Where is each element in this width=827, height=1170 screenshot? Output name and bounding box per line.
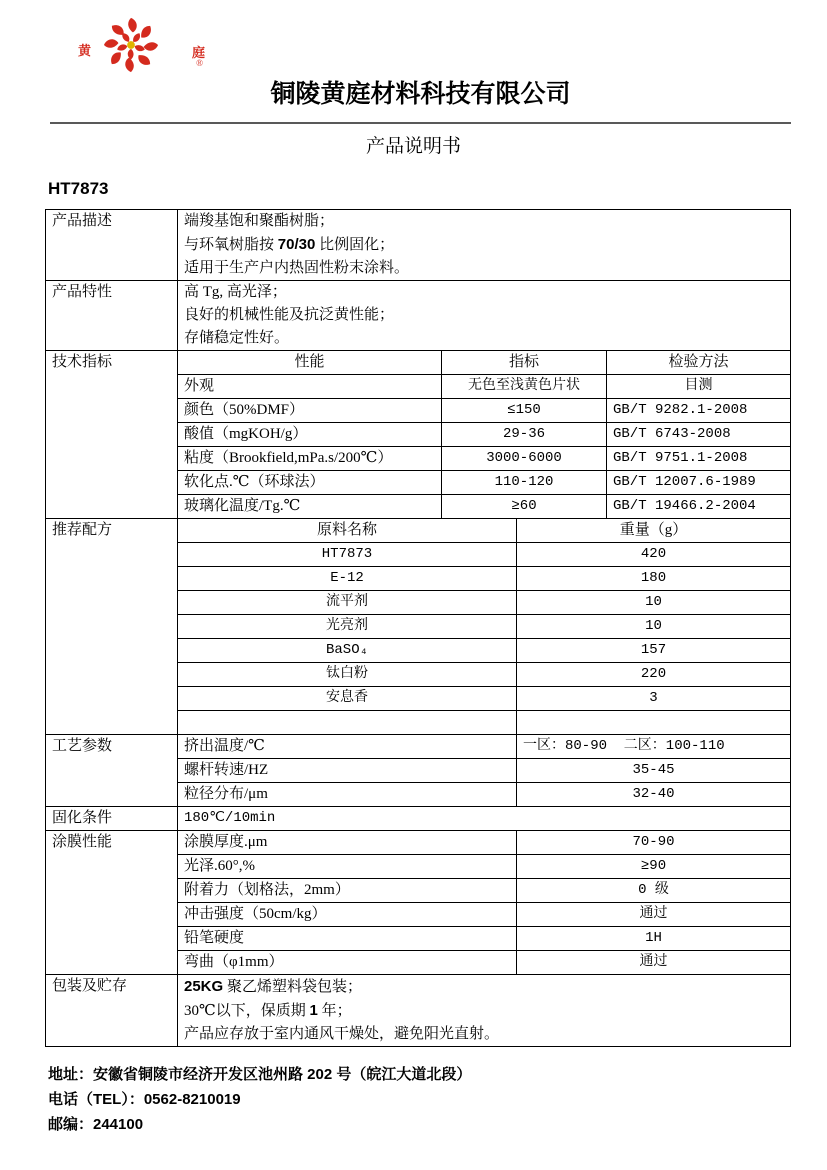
film-name-cell: 铅笔硬度	[184, 930, 245, 946]
film-value-cell: 0 级	[516, 879, 790, 902]
logo-left-char: 黄	[78, 43, 92, 58]
spec-table	[45, 209, 791, 1047]
tech-spec-row	[178, 422, 790, 446]
tech-spec-row	[178, 494, 790, 518]
feature-line: 高 Tg, 高光泽；	[184, 284, 287, 300]
formula-row	[178, 590, 790, 614]
param-value-cell: 一区：80-90 二区：100-110	[516, 735, 790, 758]
property-cell: 软化点.℃（环球法）	[184, 474, 325, 490]
method-cell: 目测	[606, 375, 790, 398]
postal-code-line: 邮编：244100	[48, 1116, 144, 1133]
technical-specs-label: 技术指标	[46, 351, 178, 518]
formula-row	[178, 710, 790, 734]
film-name-cell: 冲击强度（50cm/kg）	[184, 906, 327, 922]
material-cell: 钛白粉	[326, 666, 368, 682]
weight-cell: 180	[516, 567, 790, 590]
film-value-cell: 70-90	[516, 831, 790, 854]
property-cell: 颜色（50%DMF）	[184, 402, 305, 418]
logo-right-char: 庭	[191, 45, 205, 60]
film-properties-label: 涂膜性能	[46, 831, 178, 974]
company-name: 铜陵黄庭材料科技有限公司	[270, 81, 571, 108]
tech-spec-row	[178, 446, 790, 470]
value-cell: ≤150	[441, 399, 606, 422]
technical-specs-content	[178, 351, 790, 518]
film-row	[178, 926, 790, 950]
material-cell: 光亮剂	[326, 618, 368, 634]
value-header: 指标	[441, 351, 606, 374]
material-cell: HT7873	[321, 546, 373, 562]
value-cell: ≥60	[441, 495, 606, 518]
property-cell: 外观	[184, 378, 215, 394]
param-value-cell: 35-45	[516, 759, 790, 782]
param-name-cell: 螺杆转速/HZ	[184, 762, 269, 778]
recommended-formula-label: 推荐配方	[46, 519, 178, 734]
section-product-description	[46, 210, 790, 280]
telephone-line: 电话（TEL）：0562-8210019	[48, 1091, 241, 1108]
formula-row	[178, 566, 790, 590]
tech-spec-row	[178, 374, 790, 398]
product-features-content	[178, 281, 790, 350]
film-value-cell: 1H	[516, 927, 790, 950]
film-name-cell: 光泽.60°,%	[184, 858, 255, 874]
tech-header-row	[178, 351, 790, 374]
param-row	[178, 758, 790, 782]
film-name-cell: 附着力（划格法，2mm）	[184, 882, 350, 898]
film-value-cell: 通过	[516, 903, 790, 926]
param-name-cell: 粒径分布/μm	[184, 786, 268, 802]
section-film-properties	[46, 830, 790, 974]
feature-line: 良好的机械性能及抗泛黄性能；	[184, 307, 395, 323]
packaging-storage-content	[178, 975, 790, 1046]
curing-row	[178, 807, 790, 830]
param-row	[178, 782, 790, 806]
material-cell: E-12	[330, 570, 364, 586]
section-process-parameters	[46, 734, 790, 806]
recommended-formula-content	[178, 519, 790, 734]
weight-cell: 10	[516, 591, 790, 614]
value-cell: 3000-6000	[441, 447, 606, 470]
method-cell: GB/T 19466.2-2004	[606, 495, 790, 518]
document-footer	[48, 1062, 827, 1137]
tech-spec-row	[178, 398, 790, 422]
section-packaging-storage	[46, 974, 790, 1046]
film-value-cell: 通过	[516, 951, 790, 974]
section-curing-condition	[46, 806, 790, 830]
document-header	[50, 0, 791, 124]
section-recommended-formula	[46, 518, 790, 734]
film-properties-content	[178, 831, 790, 974]
packaging-line: 产品应存放于室内通风干燥处，避免阳光直射。	[184, 1026, 500, 1042]
weight-header: 重量（g）	[516, 519, 790, 542]
film-row	[178, 902, 790, 926]
material-cell: BaSO₄	[325, 642, 368, 658]
material-cell: 流平剂	[326, 594, 368, 610]
film-row	[178, 878, 790, 902]
weight-cell: 3	[516, 687, 790, 710]
value-cell: 无色至浅黄色片状	[441, 375, 606, 398]
param-row	[178, 735, 790, 758]
product-code: HT7873	[48, 179, 109, 198]
description-line: 与环氧树脂按 70/30 比例固化；	[184, 236, 395, 253]
film-row	[178, 854, 790, 878]
feature-line: 存储稳定性好。	[184, 330, 290, 346]
param-name-cell: 挤出温度/℃	[184, 738, 265, 754]
document-title: 产品说明书	[365, 136, 461, 157]
process-parameters-label: 工艺参数	[46, 735, 178, 806]
formula-row	[178, 542, 790, 566]
property-cell: 粘度（Brookfield,mPa.s/200℃）	[184, 450, 393, 466]
description-line: 适用于生产户内热固性粉末涂料。	[184, 260, 410, 276]
property-cell: 酸值（mgKOH/g）	[184, 426, 308, 442]
material-cell	[178, 711, 516, 734]
curing-condition-value: 180℃/10min	[184, 810, 276, 826]
value-cell: 29-36	[441, 423, 606, 446]
method-cell: GB/T 12007.6-1989	[606, 471, 790, 494]
product-features-label: 产品特性	[46, 281, 178, 350]
curing-condition-content	[178, 807, 790, 830]
formula-row	[178, 614, 790, 638]
weight-cell: 10	[516, 615, 790, 638]
logo-flourish-icon	[100, 16, 162, 74]
param-value-cell: 32-40	[516, 783, 790, 806]
film-value-cell: ≥90	[516, 855, 790, 878]
weight-cell	[516, 711, 790, 734]
formula-row	[178, 638, 790, 662]
section-technical-specs	[46, 350, 790, 518]
formula-header-row	[178, 519, 790, 542]
formula-row	[178, 686, 790, 710]
method-cell: GB/T 6743-2008	[606, 423, 790, 446]
method-cell: GB/T 9751.1-2008	[606, 447, 790, 470]
method-cell: GB/T 9282.1-2008	[606, 399, 790, 422]
packaging-line: 25KG 聚乙烯塑料袋包装；	[184, 978, 362, 995]
description-line: 端羧基饱和聚酯树脂；	[184, 213, 335, 229]
method-header: 检验方法	[606, 351, 790, 374]
weight-cell: 157	[516, 639, 790, 662]
weight-cell: 420	[516, 543, 790, 566]
packaging-line: 30℃以下，保质期 1 年；	[184, 1002, 352, 1019]
weight-cell: 220	[516, 663, 790, 686]
process-parameters-content	[178, 735, 790, 806]
property-header: 性能	[294, 354, 325, 370]
product-description-label: 产品描述	[46, 210, 178, 280]
address-line: 地址：安徽省铜陵市经济开发区池州路 202 号（皖江大道北段）	[48, 1066, 472, 1083]
registered-trademark-icon: ®	[196, 58, 203, 68]
value-cell: 110-120	[441, 471, 606, 494]
packaging-storage-label: 包装及贮存	[46, 975, 178, 1046]
film-name-cell: 涂膜厚度.μm	[184, 834, 268, 850]
formula-row	[178, 662, 790, 686]
section-product-features	[46, 280, 790, 350]
film-name-cell: 弯曲（φ1mm）	[184, 954, 284, 970]
material-header: 原料名称	[316, 522, 377, 538]
company-logo	[78, 12, 213, 82]
film-row	[178, 950, 790, 974]
product-description-content	[178, 210, 790, 280]
film-row	[178, 831, 790, 854]
property-cell: 玻璃化温度/Tg.℃	[184, 498, 301, 514]
tech-spec-row	[178, 470, 790, 494]
curing-condition-label: 固化条件	[46, 807, 178, 830]
material-cell: 安息香	[326, 690, 368, 706]
